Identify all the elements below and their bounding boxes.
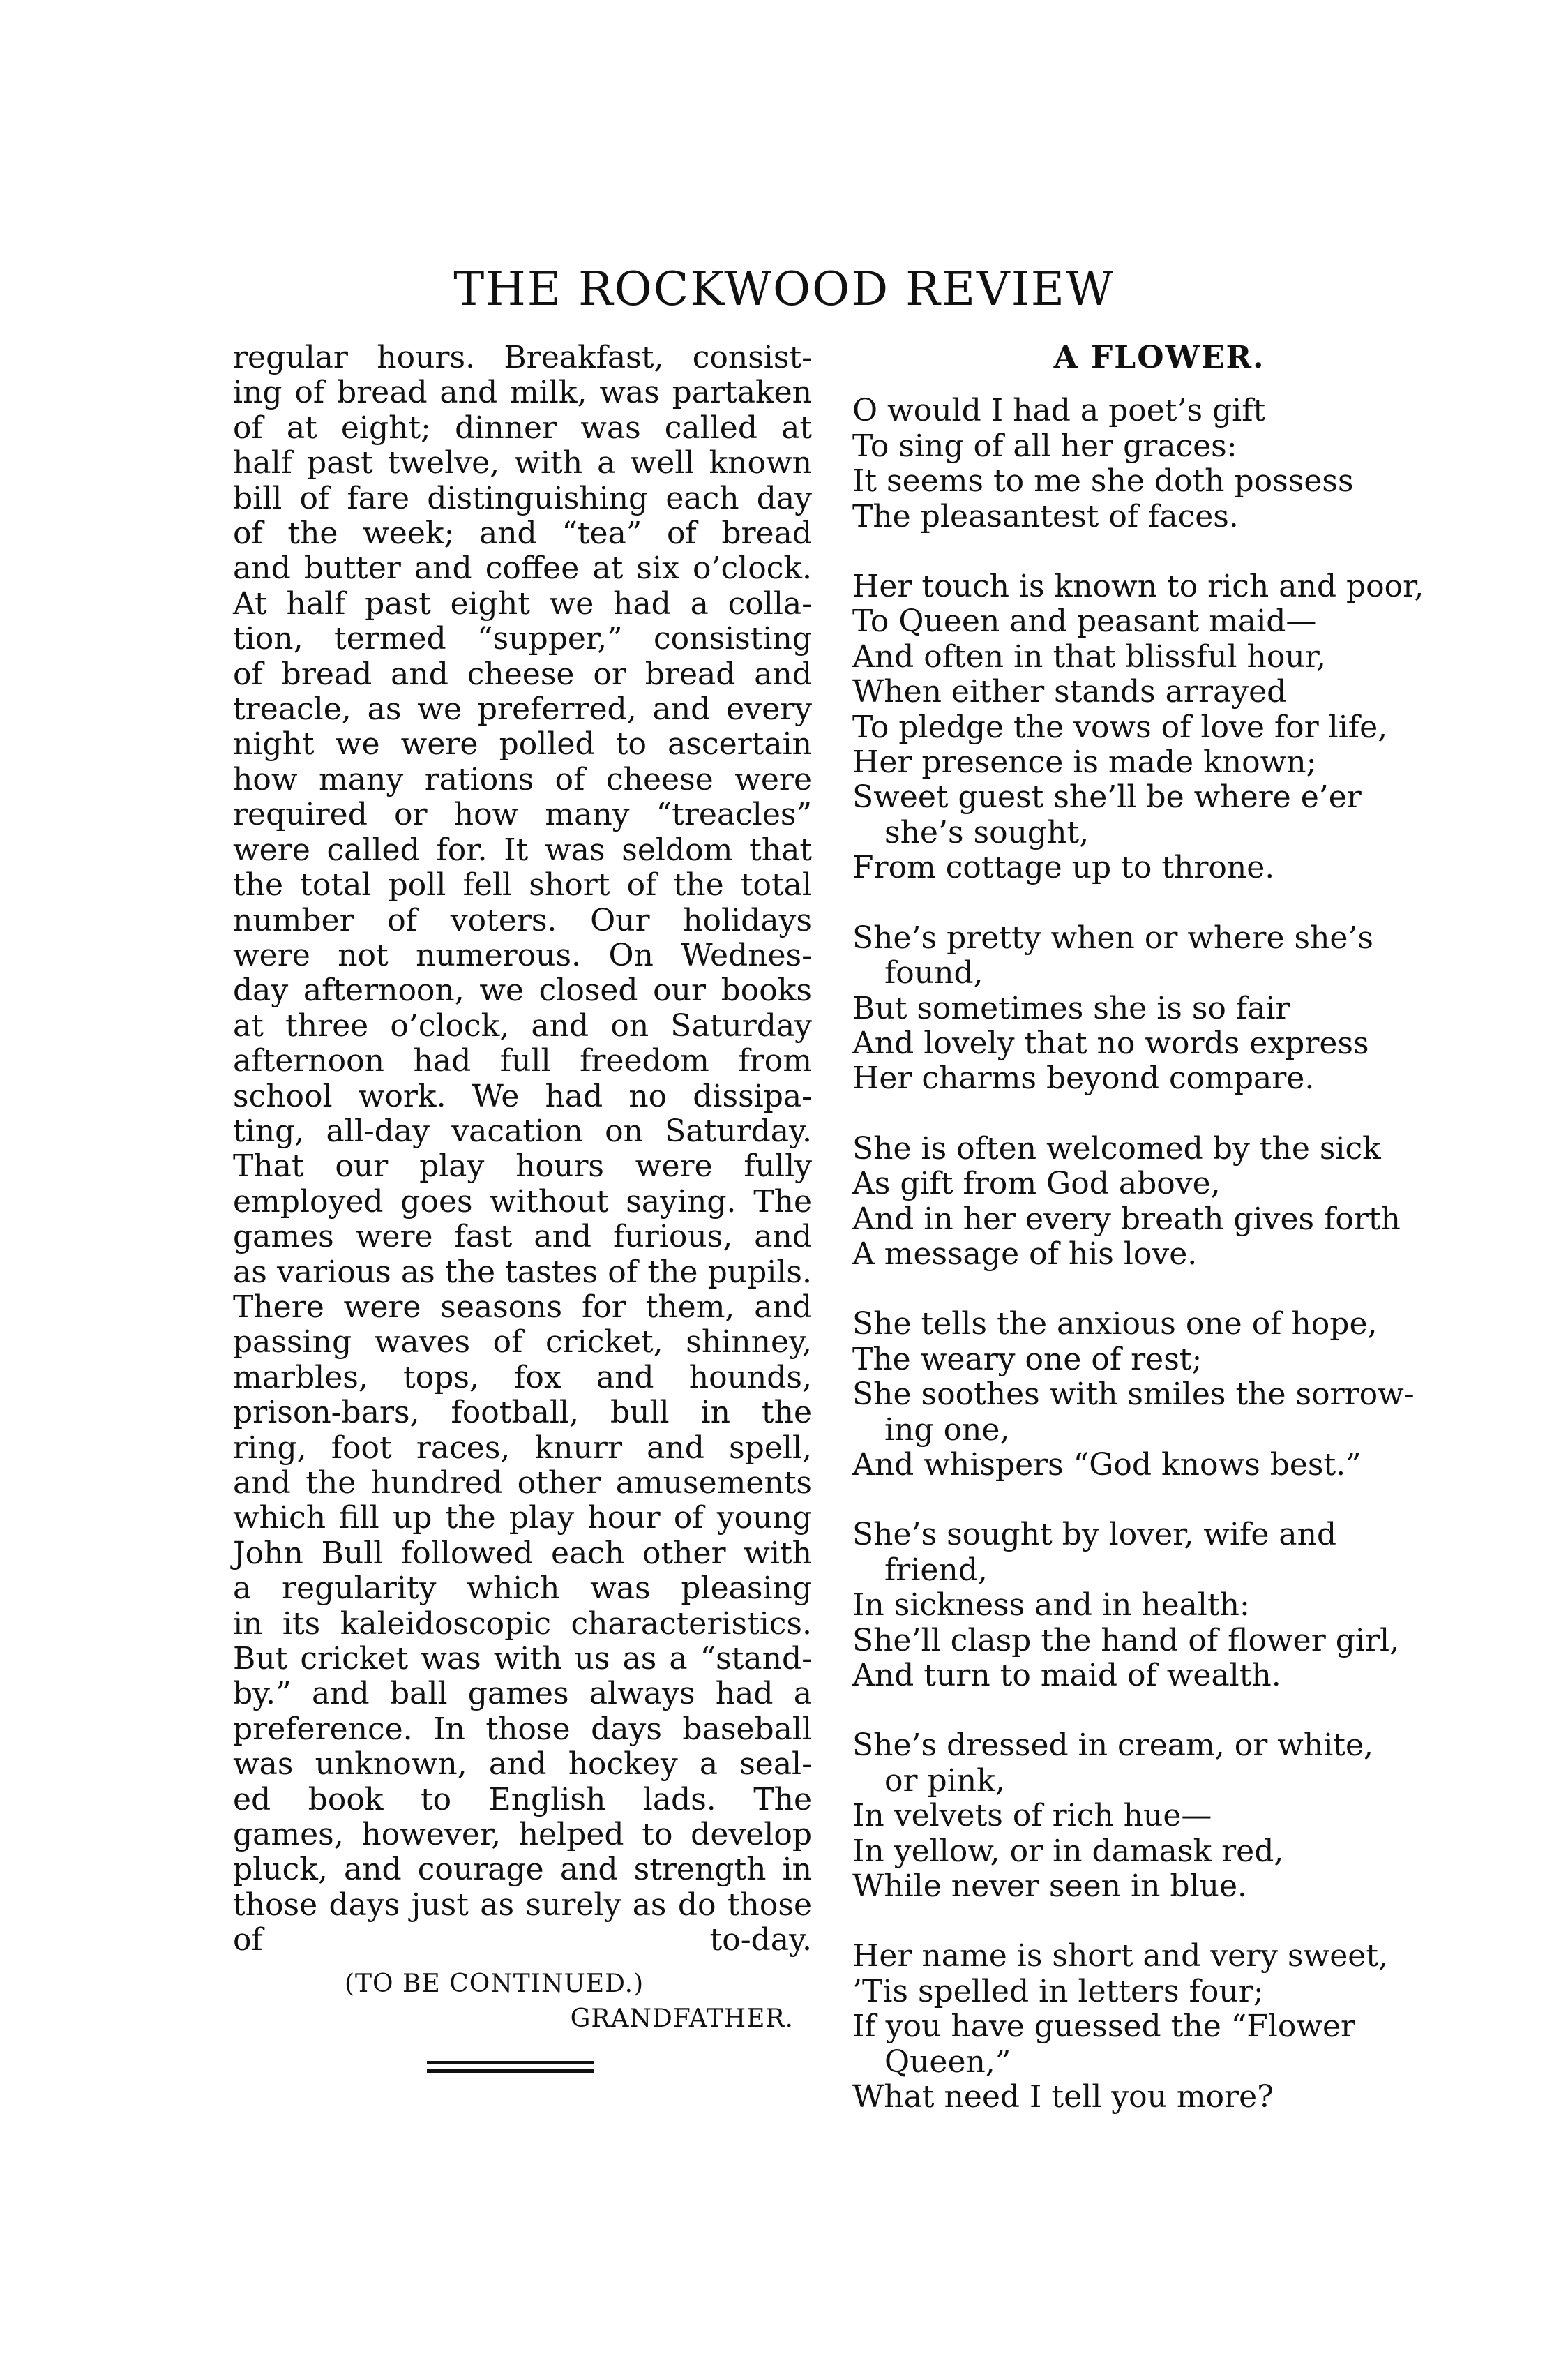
poem-stanza xyxy=(852,1939,1466,2115)
poem-stanza xyxy=(852,1307,1466,1483)
poem-line: Her charms beyond compare. xyxy=(852,1060,1315,1097)
article-line: There were seasons for them, and xyxy=(233,1289,812,1325)
continued-note: (TO BE CONTINUED.) xyxy=(345,1969,644,1998)
article-line: of bread and cheese or bread and xyxy=(233,656,812,692)
poem-line: She soothes with smiles the sorrow- xyxy=(852,1376,1415,1413)
article-line: bill of fare distinguishing each day xyxy=(233,480,812,516)
poem-stanza xyxy=(852,1728,1466,1904)
poem-line: The weary one of rest; xyxy=(852,1341,1203,1377)
section-divider xyxy=(427,2061,594,2073)
poem-line: She’s dressed in cream, or white, xyxy=(852,1727,1373,1764)
poem-line: As gift from God above, xyxy=(852,1166,1221,1202)
article-line: a regularity which was pleasing xyxy=(233,1570,812,1607)
poem-line: Her presence is made known; xyxy=(852,744,1317,781)
poem-line: She’s sought by lover, wife and xyxy=(852,1517,1337,1553)
poem-column xyxy=(852,340,1466,2150)
poem-line: O would I had a poet’s gift xyxy=(852,393,1266,429)
article-line: were called for. It was seldom that xyxy=(233,832,812,868)
article-line: John Bull followed each other with xyxy=(233,1535,812,1571)
article-line: those days just as surely as do those xyxy=(233,1886,812,1923)
poem-line: To pledge the vows of love for life, xyxy=(852,709,1388,745)
poem-body xyxy=(852,393,1466,2115)
poem-line: she’s sought, xyxy=(884,814,1090,850)
article-line: games were fast and furious, and xyxy=(233,1219,812,1255)
poem-line: In yellow, or in damask red, xyxy=(852,1833,1284,1869)
poem-line: ’Tis spelled in letters four; xyxy=(852,1973,1264,2009)
article-line: treacle, as we preferred, and every xyxy=(233,691,812,728)
article-line: number of voters. Our holidays xyxy=(233,902,812,938)
article-line: of to-day. xyxy=(233,1922,812,1958)
poem-line: Queen,” xyxy=(884,2043,1011,2080)
poem-line: or pink, xyxy=(884,1762,1005,1799)
article-line: pluck, and courage and strength in xyxy=(233,1852,812,1888)
poem-line: Sweet guest she’ll be where e’er xyxy=(852,779,1362,816)
poem-stanza xyxy=(852,569,1466,886)
poem-line: And whispers “God knows best.” xyxy=(852,1446,1362,1483)
article-line: of the week; and “tea” of bread xyxy=(233,516,812,552)
article-line: employed goes without saying. The xyxy=(233,1183,812,1220)
poem-stanza xyxy=(852,1132,1466,1273)
poem-stanza xyxy=(852,393,1466,534)
article-line: of at eight; dinner was called at xyxy=(233,410,812,446)
article-line: ing of bread and milk, was partaken xyxy=(233,375,812,411)
poem-line: In sickness and in health: xyxy=(852,1587,1250,1623)
author-signature: GRANDFATHER. xyxy=(570,2004,794,2034)
poem-line: She tells the anxious one of hope, xyxy=(852,1306,1378,1342)
article-line: preference. In those days baseball xyxy=(233,1711,812,1747)
article-line: by.” and ball games always had a xyxy=(233,1676,812,1712)
poem-stanza xyxy=(852,1517,1466,1693)
poem-line: The pleasantest of faces. xyxy=(852,498,1239,534)
poem-line: From cottage up to throne. xyxy=(852,850,1275,886)
poem-line: When either stands arrayed xyxy=(852,674,1287,710)
article-line: ring, foot races, knurr and spell, xyxy=(233,1430,812,1466)
article-line: afternoon had full freedom from xyxy=(233,1043,812,1079)
poem-line: If you have guessed the “Flower xyxy=(852,2009,1356,2045)
article-line: marbles, tops, fox and hounds, xyxy=(233,1359,812,1395)
poem-line: In velvets of rich hue— xyxy=(852,1798,1212,1834)
poem-line: She is often welcomed by the sick xyxy=(852,1130,1381,1167)
article-line: day afternoon, we closed our books xyxy=(233,973,812,1009)
poem-line: And lovely that no words express xyxy=(852,1025,1369,1061)
poem-line: Her touch is known to rich and poor, xyxy=(852,569,1424,605)
article-line: passing waves of cricket, shinney, xyxy=(233,1324,812,1360)
page-header: THE ROCKWOOD REVIEW xyxy=(453,262,1115,316)
article-line: how many rations of cheese were xyxy=(233,761,812,797)
poem-line: What need I tell you more? xyxy=(852,2079,1274,2115)
article-column xyxy=(233,340,812,2078)
article-line: prison-bars, football, bull in the xyxy=(233,1395,812,1431)
article-line: games, however, helped to develop xyxy=(233,1817,812,1853)
poem-line: While never seen in blue. xyxy=(852,1868,1248,1905)
article-body xyxy=(233,340,812,1958)
poem-line: And often in that blissful hour, xyxy=(852,638,1326,675)
article-line: the total poll fell short of the total xyxy=(233,867,812,903)
poem-line: A message of his love. xyxy=(852,1236,1198,1272)
article-line: was unknown, and hockey a seal- xyxy=(233,1746,812,1783)
poem-line: ing one, xyxy=(884,1411,1010,1448)
poem-line: found, xyxy=(884,955,983,991)
article-line: But cricket was with us as a “stand- xyxy=(233,1641,812,1677)
poem-line: To sing of all her graces: xyxy=(852,428,1237,464)
poem-line: But sometimes she is so fair xyxy=(852,990,1290,1026)
poem-line: And turn to maid of wealth. xyxy=(852,1658,1281,1693)
poem-line: friend, xyxy=(884,1552,988,1588)
article-line: were not numerous. On Wednes- xyxy=(233,937,812,973)
poem-title: A FLOWER. xyxy=(1053,340,1265,375)
article-line: ed book to English lads. The xyxy=(233,1781,812,1817)
poem-line: It seems to me she doth possess xyxy=(852,463,1354,500)
article-line: half past twelve, with a well known xyxy=(233,445,812,481)
article-line: and butter and coffee at six o’clock. xyxy=(233,550,812,587)
article-line: as various as the tastes of the pupils. xyxy=(233,1254,812,1290)
poem-line: Her name is short and very sweet, xyxy=(852,1938,1388,1974)
poem-line: She’s pretty when or where she’s xyxy=(852,920,1374,956)
poem-stanza xyxy=(852,921,1466,1097)
article-line: That our play hours were fully xyxy=(233,1148,812,1185)
poem-line: And in her every breath gives forth xyxy=(852,1201,1401,1237)
article-line: required or how many “treacles” xyxy=(233,797,812,833)
article-line: tion, termed “supper,” consisting xyxy=(233,621,812,657)
article-line: and the hundred other amusements xyxy=(233,1465,812,1501)
article-line: at three o’clock, and on Saturday xyxy=(233,1007,812,1044)
article-line: night we were polled to ascertain xyxy=(233,726,812,763)
article-line: regular hours. Breakfast, consist- xyxy=(233,340,812,375)
poem-line: She’ll clasp the hand of flower girl, xyxy=(852,1622,1400,1658)
article-line: which fill up the play hour of young xyxy=(233,1500,812,1536)
article-line: At half past eight we had a colla- xyxy=(233,585,812,622)
article-line: school work. We had no dissipa- xyxy=(233,1078,812,1114)
article-line: ting, all-day vacation on Saturday. xyxy=(233,1113,812,1149)
article-line: in its kaleidoscopic characteristics. xyxy=(233,1605,812,1642)
poem-line: To Queen and peasant maid— xyxy=(852,603,1317,640)
